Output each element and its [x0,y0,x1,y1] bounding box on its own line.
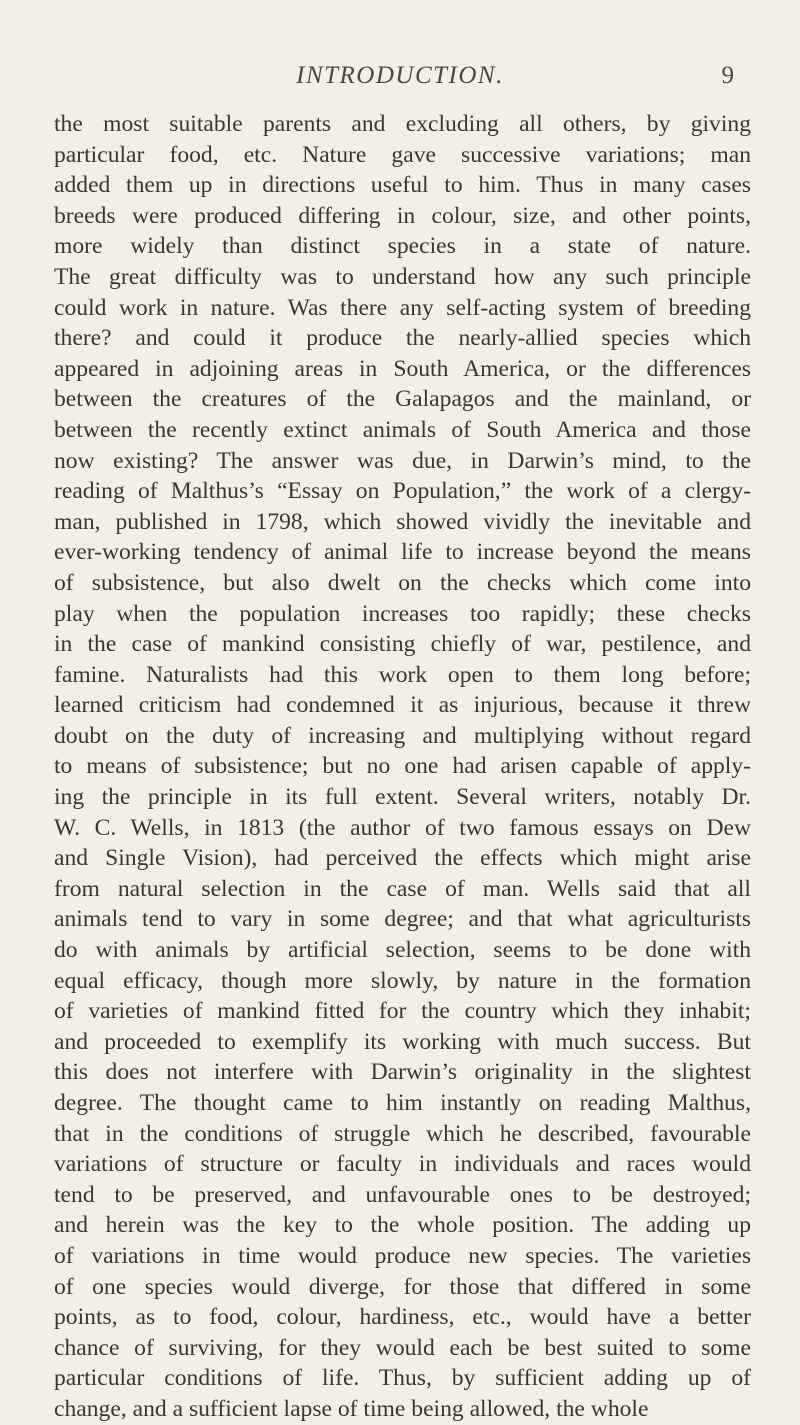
text-line: and Single Vision), had perceived the effects which might arise [54,845,751,872]
text-line: learned criticism had condemned it as injurious, because it threw [54,692,751,719]
text-line: of one species would diverge, for those that differed in some [54,1273,751,1300]
text-line: between the creatures of the Galapagos and the mainland, or [54,386,751,413]
text-line: play when the population increases too rapidly; these checks [54,600,751,627]
text-line: now existing? The answer was due, in Darwin’s mind, to the [54,447,751,474]
text-line: doubt on the duty of increasing and multiplying without regard [54,722,751,749]
text-line: famine. Naturalists had this work open to them long before; [54,661,751,688]
text-line: of varieties of mankind fitted for the country which they inhabit; [54,998,751,1025]
text-line: of variations in time would produce new species. The varieties [54,1242,751,1269]
page-number: 9 [721,62,734,89]
text-line: from natural selection in the case of man. Wells said that all [54,875,751,902]
text-line: appeared in adjoining areas in South America, or the differences [54,355,751,382]
text-line: the most suitable parents and excluding all others, by giving [54,111,751,137]
text-line: between the recently extinct animals of South America and those [54,416,751,443]
body-text [54,109,751,1425]
text-line: and proceeded to exemplify its working with much success. But [54,1028,751,1055]
running-title: INTRODUCTION. [296,62,504,89]
text-line: change, and a sufficient lapse of time being allowed, the whole [54,1395,649,1422]
text-line: W. C. Wells, in 1813 (the author of two famous essays on Dew [54,814,751,841]
text-line: particular conditions of life. Thus, by sufficient adding up of [54,1365,751,1392]
text-line: The great difficulty was to understand how any such principle [54,263,751,290]
text-line: degree. The thought came to him instantly on reading Malthus, [54,1090,751,1116]
text-line: ever-working tendency of animal life to increase beyond the means [54,539,751,566]
text-line: and herein was the key to the whole position. The adding up [54,1212,751,1239]
text-line: this does not interfere with Darwin’s originality in the slightest [54,1059,751,1086]
text-line: could work in nature. Was there any self-acting system of breeding [54,294,751,321]
text-line: ing the principle in its full extent. Several writers, notably Dr. [54,784,751,811]
text-line: that in the conditions of struggle which he described, favourable [54,1120,751,1147]
text-line: variations of structure or faculty in individuals and races would [54,1151,751,1178]
text-line: of subsistence, but also dwelt on the checks which come into [54,569,751,596]
text-line: particular food, etc. Nature gave successive variations; man [54,141,751,168]
text-line: points, as to food, colour, hardiness, etc., would have a better [54,1304,751,1331]
text-line: breeds were produced differing in colour, size, and other points, [54,202,751,229]
text-line: animals tend to vary in some degree; and that what agriculturists [54,906,751,933]
text-line: more widely than distinct species in a state of nature. [54,233,751,260]
text-line: to means of subsistence; but no one had arisen capable of apply- [54,753,751,780]
text-line: in the case of mankind consisting chiefly of war, pestilence, and [54,631,751,658]
running-head [0,62,800,98]
text-line: added them up in directions useful to him. Thus in many cases [54,172,751,199]
text-line: equal efficacy, though more slowly, by nature in the formation [54,967,751,994]
text-line: man, published in 1798, which showed vividly the inevitable and [54,508,751,535]
text-line: chance of surviving, for they would each be best suited to some [54,1334,751,1361]
text-line: there? and could it produce the nearly-allied species which [54,325,751,352]
text-line: tend to be preserved, and unfavourable ones to be destroyed; [54,1181,751,1208]
text-line: reading of Malthus’s “Essay on Population,” the work of a clergy- [54,478,751,505]
text-line: do with animals by artificial selection, seems to be done with [54,937,751,964]
